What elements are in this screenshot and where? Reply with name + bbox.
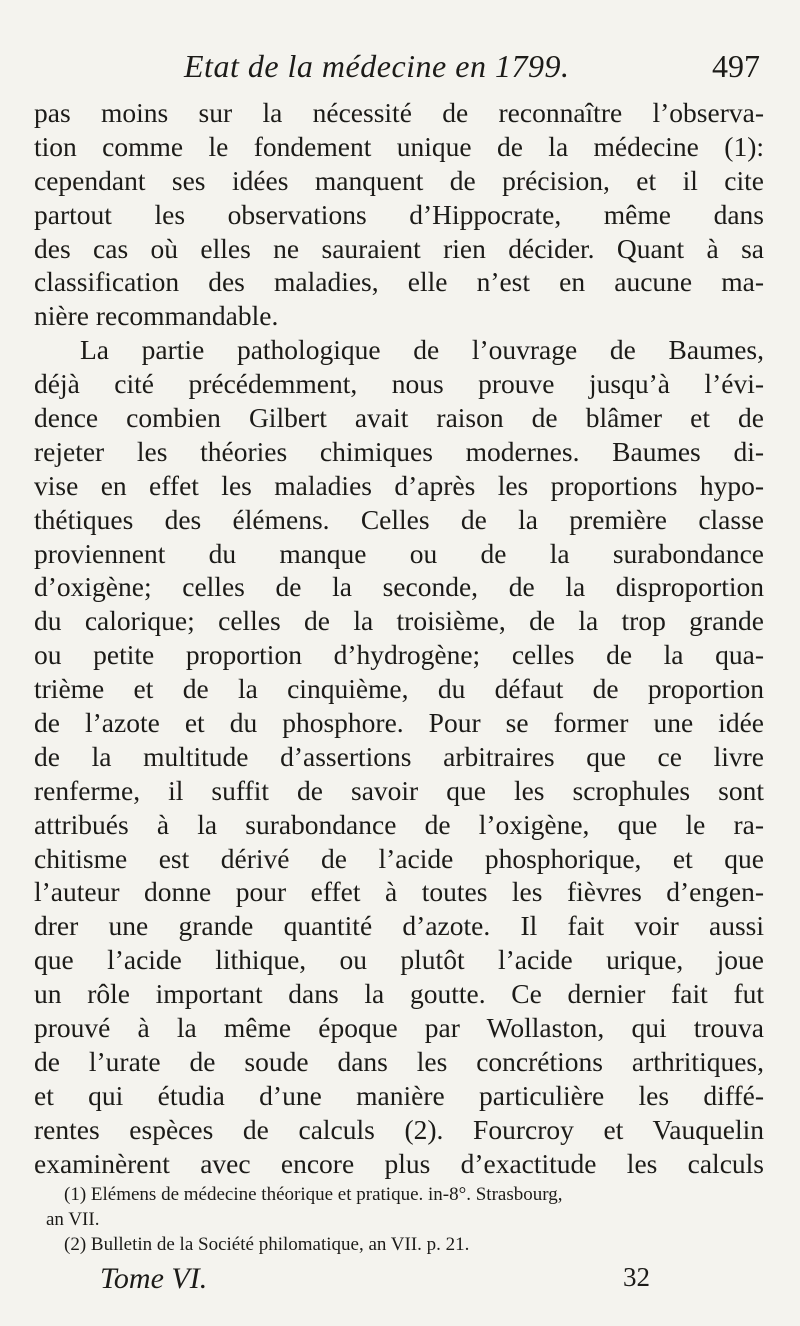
text-line: dence combien Gilbert avait raison de blâmer et de	[34, 402, 764, 434]
footnote-line: an VII.	[46, 1209, 100, 1230]
text-line: pas moins sur la nécessité de reconnaître l’observa-	[34, 97, 764, 128]
text-line: de la multitude d’assertions arbitraires que ce livre	[34, 740, 764, 772]
footnote-line: (1) Elémens de médecine théorique et pratique. in-8°. Strasbourg,	[64, 1184, 563, 1205]
text-line: des cas où elles ne sauraient rien décider. Quant à sa	[34, 232, 764, 264]
text-line: renferme, il suffit de savoir que les scrophules sont	[34, 774, 764, 806]
text-line: d’oxigène; celles de la seconde, de la disproportion	[34, 571, 764, 603]
text-line: rentes espèces de calculs (2). Fourcroy et Vauquelin	[34, 1113, 764, 1145]
text-line: classification des maladies, elle n’est en aucune ma-	[34, 266, 764, 298]
text-line: partout les observations d’Hippocrate, même dans	[34, 198, 764, 230]
page-footer	[100, 1262, 650, 1302]
footnote	[34, 1232, 764, 1257]
text-line: du calorique; celles de la troisième, de la trop grande	[34, 605, 764, 637]
text-line: chitisme est dérivé de l’acide phosphorique, et que	[34, 842, 764, 874]
text-line: cependant ses idées manquent de précision, et il cite	[34, 164, 764, 196]
text-line: et qui étudia d’une manière particulière les diffé-	[34, 1079, 764, 1111]
running-title: Etat de la médecine en 1799.	[184, 48, 570, 84]
text-line: que l’acide lithique, ou plutôt l’acide urique, joue	[34, 944, 764, 976]
text-line: La partie pathologique de l’ouvrage de Baumes,	[80, 334, 764, 366]
text-line: de l’urate de soude dans les concrétions arthritiques,	[34, 1045, 764, 1077]
text-line: proviennent du manque ou de la surabondance	[34, 537, 764, 569]
text-line: vise en effet les maladies d’après les proportions hypo-	[34, 469, 764, 501]
text-line: tion comme le fondement unique de la médecine (1):	[34, 130, 764, 162]
volume-label: Tome VI.	[100, 1262, 208, 1295]
page-number: 497	[712, 48, 760, 84]
text-line: drer une grande quantité d’azote. Il fait voir aussi	[34, 910, 764, 942]
paragraph	[34, 333, 764, 1180]
text-line: nière recommandable.	[34, 300, 279, 332]
page-header	[60, 48, 760, 94]
text-line: rejeter les théories chimiques modernes. Baumes di-	[34, 435, 764, 467]
text-line: attribués à la surabondance de l’oxigène, que le ra-	[34, 808, 764, 840]
signature-mark: 32	[623, 1262, 650, 1292]
text-line: trième et de la cinquième, du défaut de proportion	[34, 673, 764, 705]
text-line: déjà cité précédemment, nous prouve jusqu’à l’évi-	[34, 368, 764, 400]
text-line: un rôle important dans la goutte. Ce dernier fait fut	[34, 978, 764, 1010]
text-line: ou petite proportion d’hydrogène; celles de la qua-	[34, 639, 764, 671]
text-line: de l’azote et du phosphore. Pour se former une idée	[34, 707, 764, 739]
text-line: l’auteur donne pour effet à toutes les fièvres d’engen-	[34, 876, 764, 908]
footnotes	[34, 1182, 764, 1257]
footnote-line: (2) Bulletin de la Société philomatique, an VII. p. 21.	[64, 1234, 470, 1255]
footnote	[34, 1182, 764, 1232]
body-text	[34, 96, 764, 1181]
text-line: examinèrent avec encore plus d’exactitude les calculs	[34, 1147, 764, 1179]
text-line: thétiques des élémens. Celles de la première classe	[34, 503, 764, 535]
paragraph	[34, 96, 764, 333]
text-line: prouvé à la même époque par Wollaston, qui trouva	[34, 1012, 764, 1044]
